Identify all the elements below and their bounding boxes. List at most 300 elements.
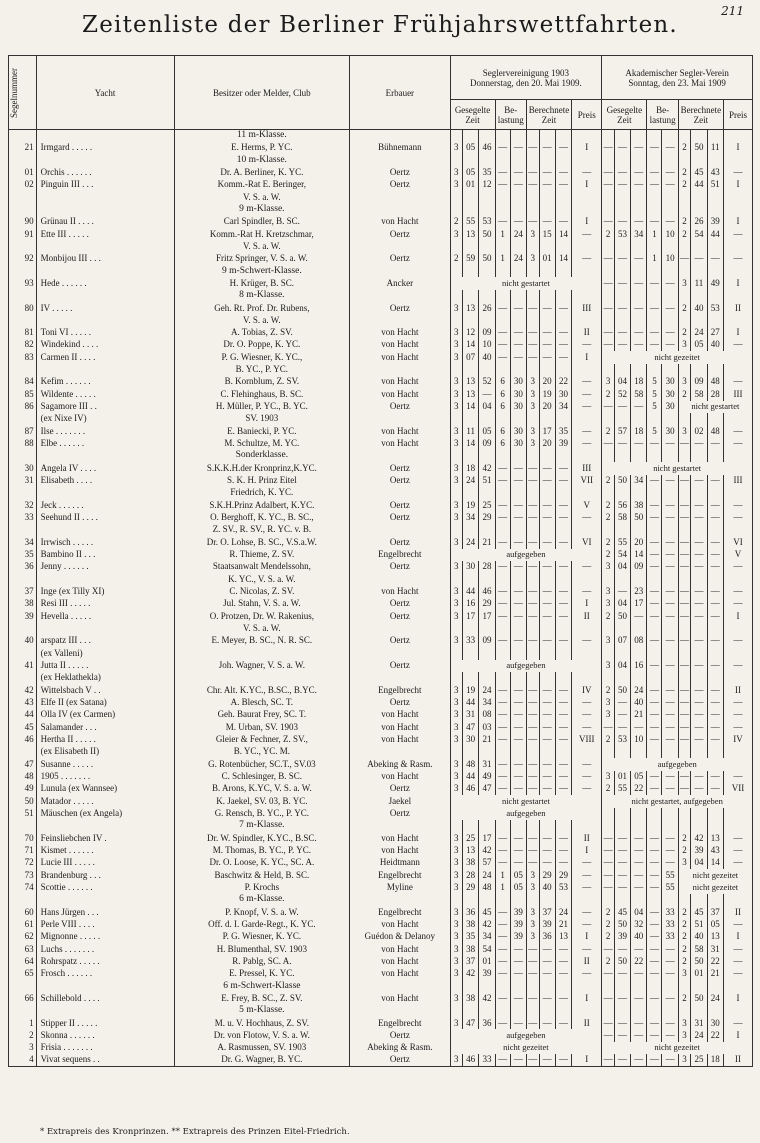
empty-cell bbox=[614, 290, 630, 302]
race-2-value: — bbox=[647, 943, 662, 955]
empty-cell bbox=[631, 808, 647, 820]
race-2-value: — bbox=[631, 438, 647, 450]
race-2-value: 50 bbox=[691, 142, 707, 154]
race-1-value: — bbox=[526, 1054, 539, 1066]
builder-cell: Engelbrecht bbox=[350, 906, 450, 918]
race-2-value: — bbox=[614, 166, 630, 178]
race-2-value: — bbox=[647, 721, 662, 733]
race-2-value: 04 bbox=[614, 598, 630, 610]
empty-cell bbox=[463, 1005, 479, 1017]
race-2-value: — bbox=[647, 561, 662, 573]
empty-cell bbox=[723, 154, 752, 166]
empty-cell bbox=[723, 191, 752, 203]
race-1-value: — bbox=[555, 610, 571, 622]
race-2-value: 3 bbox=[602, 376, 615, 388]
empty-cell bbox=[539, 746, 555, 758]
empty-cell bbox=[450, 240, 463, 252]
empty-cell bbox=[450, 154, 463, 166]
race-2-value: 45 bbox=[614, 906, 630, 918]
race-2-value: 55 bbox=[662, 869, 678, 881]
empty-cell bbox=[723, 203, 752, 215]
race-2-value: — bbox=[723, 697, 752, 709]
builder-cell bbox=[350, 290, 450, 302]
header-sail-number: Segelnummer bbox=[9, 56, 37, 130]
race-1-value: — bbox=[510, 339, 526, 351]
race-2-value: 3 bbox=[678, 857, 691, 869]
builder-cell: von Hacht bbox=[350, 771, 450, 783]
empty-cell bbox=[539, 154, 555, 166]
table-row bbox=[9, 832, 753, 844]
empty-cell bbox=[678, 130, 691, 142]
race-1-value: 1 bbox=[495, 228, 510, 240]
sail-number-cell bbox=[9, 746, 37, 758]
empty-cell bbox=[631, 290, 647, 302]
race-2-value: 58 bbox=[631, 388, 647, 400]
empty-cell bbox=[602, 203, 615, 215]
empty-cell bbox=[691, 314, 707, 326]
race-1-value: 35 bbox=[479, 166, 495, 178]
race-2-value: — bbox=[647, 635, 662, 647]
race-1-value: 3 bbox=[450, 992, 463, 1004]
empty-cell bbox=[479, 487, 495, 499]
race-2-value: — bbox=[662, 660, 678, 672]
builder-cell: von Hacht bbox=[350, 586, 450, 598]
race-1-value: — bbox=[539, 684, 555, 696]
race-2-value: — bbox=[707, 610, 723, 622]
empty-cell bbox=[707, 203, 723, 215]
race-2-value: 3 bbox=[602, 598, 615, 610]
race-1-value: — bbox=[572, 166, 602, 178]
race-2-value: I bbox=[723, 610, 752, 622]
race-1-value: 33 bbox=[479, 1054, 495, 1066]
race-2-value: — bbox=[631, 401, 647, 413]
race-2-value: — bbox=[603, 881, 613, 892]
race-2-value: — bbox=[647, 931, 662, 943]
race-1-value: — bbox=[555, 512, 571, 524]
race-1-value: 34 bbox=[479, 931, 495, 943]
race-1-value: — bbox=[528, 512, 538, 523]
continuation-row bbox=[9, 487, 753, 499]
empty-cell bbox=[526, 314, 539, 326]
owner-cell: 9 m-Klasse. bbox=[174, 203, 350, 215]
empty-cell bbox=[707, 672, 723, 684]
empty-cell bbox=[555, 203, 571, 215]
race-2-value: II bbox=[723, 1054, 752, 1066]
empty-cell bbox=[479, 573, 495, 585]
race-2-value: 2 bbox=[678, 228, 691, 240]
race-1-value: 3 bbox=[526, 931, 539, 943]
empty-cell bbox=[450, 647, 463, 659]
race-1-value: 46 bbox=[463, 1054, 479, 1066]
owner-cell bbox=[174, 647, 350, 659]
empty-cell bbox=[678, 154, 691, 166]
owner-cell: V. S. a. W. bbox=[174, 191, 350, 203]
empty-cell bbox=[647, 265, 662, 277]
empty-cell bbox=[526, 364, 539, 376]
race-2-value: — bbox=[614, 721, 630, 733]
race-2-value: I bbox=[723, 142, 752, 154]
race-1-value: — bbox=[510, 179, 526, 191]
race-1-value: — bbox=[572, 943, 602, 955]
empty-cell bbox=[723, 314, 752, 326]
race-1-value: 53 bbox=[479, 216, 495, 228]
builder-cell bbox=[350, 980, 450, 992]
race-2-value: 54 bbox=[614, 549, 630, 561]
empty-cell bbox=[647, 290, 662, 302]
race-2-value: 3 bbox=[678, 1017, 691, 1029]
race-1-value: 3 bbox=[450, 771, 463, 783]
race-1-value: — bbox=[495, 771, 510, 783]
empty-cell bbox=[678, 746, 691, 758]
empty-cell bbox=[510, 672, 526, 684]
race-1-value: — bbox=[510, 216, 526, 228]
race-2-value: — bbox=[723, 586, 752, 598]
yacht-cell: Carmen II . . . . bbox=[36, 351, 174, 363]
builder-cell bbox=[350, 820, 450, 832]
race-1-value: 29 bbox=[463, 882, 479, 894]
yacht-cell: Mignonne . . . . . bbox=[36, 931, 174, 943]
table-row bbox=[9, 795, 753, 807]
empty-cell bbox=[495, 265, 510, 277]
race-2-value: — bbox=[631, 610, 647, 622]
yacht-cell: Frisia . . . . . . . bbox=[36, 1042, 174, 1054]
empty-cell bbox=[555, 191, 571, 203]
race-1-value: — bbox=[495, 610, 510, 622]
race-1-value: 17 bbox=[479, 610, 495, 622]
empty-cell bbox=[539, 647, 555, 659]
empty-cell bbox=[602, 980, 615, 992]
empty-cell bbox=[614, 623, 630, 635]
table-row bbox=[9, 758, 753, 770]
race-2-value: 2 bbox=[602, 931, 615, 943]
race-2-value: — bbox=[662, 943, 678, 955]
race-2-value: — bbox=[647, 277, 662, 289]
race-1-value: — bbox=[528, 216, 538, 227]
builder-cell: Oertz bbox=[350, 808, 450, 820]
table-row bbox=[9, 882, 753, 894]
sail-number-cell: 49 bbox=[9, 783, 37, 795]
race-1-value: VII bbox=[572, 475, 602, 487]
empty-cell bbox=[510, 413, 526, 425]
empty-cell bbox=[450, 364, 463, 376]
race-2-value: — bbox=[603, 968, 613, 979]
table-row bbox=[9, 549, 753, 561]
race-1-value: — bbox=[539, 783, 555, 795]
race-1-value: — bbox=[528, 832, 538, 843]
empty-cell bbox=[539, 364, 555, 376]
empty-cell bbox=[614, 364, 630, 376]
empty-cell bbox=[495, 450, 510, 462]
race-2-value: 2 bbox=[678, 955, 691, 967]
builder-cell: Oertz bbox=[350, 598, 450, 610]
header-race-2 bbox=[602, 56, 753, 100]
yacht-cell: Matador . . . . . bbox=[36, 795, 174, 807]
empty-cell bbox=[614, 487, 630, 499]
race-1-value: — bbox=[539, 943, 555, 955]
empty-cell bbox=[526, 203, 539, 215]
race-1-value: — bbox=[539, 857, 555, 869]
race-2-value: 3 bbox=[602, 586, 615, 598]
sail-number-cell: 87 bbox=[9, 425, 37, 437]
race-1-value: 52 bbox=[479, 376, 495, 388]
empty-cell bbox=[662, 487, 678, 499]
empty-cell bbox=[647, 647, 662, 659]
owner-cell: H. Blumenthal, SV. 1903 bbox=[174, 943, 350, 955]
race-2-value: — bbox=[603, 142, 613, 153]
empty-cell bbox=[678, 672, 691, 684]
table-row bbox=[9, 351, 753, 363]
race-1-value: 3 bbox=[526, 401, 539, 413]
race-2-value: 24 bbox=[691, 327, 707, 339]
race-2-value: — bbox=[662, 697, 678, 709]
class-heading-row bbox=[9, 130, 753, 142]
race-2-value: 40 bbox=[691, 931, 707, 943]
race-1-value: 3 bbox=[450, 697, 463, 709]
yacht-cell bbox=[36, 130, 174, 142]
empty-cell bbox=[662, 573, 678, 585]
empty-cell bbox=[723, 524, 752, 536]
race-1-value: — bbox=[528, 166, 538, 177]
race-2-value: 2 bbox=[602, 228, 615, 240]
empty-cell bbox=[555, 573, 571, 585]
race-2-value: 30 bbox=[662, 376, 678, 388]
race-1-value: 3 bbox=[526, 919, 539, 931]
race-2-value: 30 bbox=[662, 388, 678, 400]
race-2-status: nicht gestartet bbox=[678, 401, 752, 413]
empty-cell bbox=[572, 820, 602, 832]
empty-cell bbox=[572, 450, 602, 462]
race-2-value: — bbox=[680, 770, 690, 781]
empty-cell bbox=[526, 623, 539, 635]
race-2-value: — bbox=[680, 721, 690, 732]
builder-cell: Engelbrecht bbox=[350, 549, 450, 561]
empty-cell bbox=[463, 240, 479, 252]
empty-cell bbox=[723, 265, 752, 277]
race-1-value: — bbox=[539, 968, 555, 980]
race-1-value: I bbox=[572, 351, 602, 363]
empty-cell bbox=[691, 524, 707, 536]
empty-cell bbox=[723, 672, 752, 684]
race-1-value: 14 bbox=[463, 401, 479, 413]
empty-cell bbox=[631, 980, 647, 992]
empty-cell bbox=[463, 290, 479, 302]
race-1-value: — bbox=[495, 462, 510, 474]
empty-cell bbox=[450, 290, 463, 302]
page-number: 211 bbox=[721, 4, 744, 18]
empty-cell bbox=[691, 894, 707, 906]
race-1-value: 46 bbox=[479, 142, 495, 154]
sail-number-cell: 43 bbox=[9, 697, 37, 709]
race-2-value: — bbox=[680, 253, 690, 264]
empty-cell bbox=[647, 524, 662, 536]
empty-cell bbox=[539, 191, 555, 203]
empty-cell bbox=[555, 290, 571, 302]
sail-number-cell: 47 bbox=[9, 758, 37, 770]
empty-cell bbox=[572, 154, 602, 166]
race-1-value: 40 bbox=[479, 351, 495, 363]
race-1-value: 38 bbox=[463, 992, 479, 1004]
race-1-value: — bbox=[539, 512, 555, 524]
race-1-value: — bbox=[572, 771, 602, 783]
race-1-value: — bbox=[510, 684, 526, 696]
yacht-cell: Sagamore III . . bbox=[36, 401, 174, 413]
empty-cell bbox=[526, 413, 539, 425]
race-2-value: — bbox=[614, 943, 630, 955]
empty-cell bbox=[479, 290, 495, 302]
race-2-value: — bbox=[614, 327, 630, 339]
race-2-value: — bbox=[647, 586, 662, 598]
race-2-value: — bbox=[707, 512, 723, 524]
race-1-value: — bbox=[539, 216, 555, 228]
race-2-value: — bbox=[680, 536, 690, 547]
race-1-value: 11 bbox=[463, 425, 479, 437]
empty-cell bbox=[510, 290, 526, 302]
race-2-value: — bbox=[680, 499, 690, 510]
empty-cell bbox=[526, 154, 539, 166]
race-2-value: 3 bbox=[602, 561, 615, 573]
yacht-cell: (ex Nixe IV) bbox=[36, 413, 174, 425]
sail-number-cell bbox=[9, 1005, 37, 1017]
race-1-value: 3 bbox=[450, 462, 463, 474]
race-2-value: — bbox=[631, 943, 647, 955]
race-1-value: 20 bbox=[539, 376, 555, 388]
empty-cell bbox=[662, 894, 678, 906]
race-2-value: — bbox=[631, 832, 647, 844]
race-1-value: — bbox=[572, 339, 602, 351]
race-1-value: — bbox=[495, 697, 510, 709]
race-2-value: — bbox=[662, 438, 678, 450]
race-1-value: — bbox=[495, 166, 510, 178]
race-1-value: — bbox=[539, 327, 555, 339]
empty-cell bbox=[614, 314, 630, 326]
race-1-value: — bbox=[528, 462, 538, 473]
empty-cell bbox=[510, 487, 526, 499]
race-2-value: 22 bbox=[707, 955, 723, 967]
race-1-value: 34 bbox=[479, 697, 495, 709]
sail-number-cell: 86 bbox=[9, 401, 37, 413]
race-1-value: — bbox=[555, 339, 571, 351]
race-1-value: — bbox=[539, 1017, 555, 1029]
race-1-value: 28 bbox=[479, 561, 495, 573]
sail-number-cell: 37 bbox=[9, 586, 37, 598]
empty-cell bbox=[662, 203, 678, 215]
race-2-value: 3 bbox=[678, 425, 691, 437]
race-1-value: 19 bbox=[539, 388, 555, 400]
race-1-value: 35 bbox=[463, 931, 479, 943]
race-2-status: nicht gezeitet bbox=[678, 882, 752, 894]
empty-cell bbox=[614, 265, 630, 277]
race-1-value: — bbox=[495, 302, 510, 314]
race-1-value: — bbox=[555, 536, 571, 548]
race-2-value: 30 bbox=[707, 1017, 723, 1029]
race-1-value: — bbox=[528, 758, 538, 769]
race-2-value: 21 bbox=[707, 968, 723, 980]
empty-cell bbox=[678, 1005, 691, 1017]
race-2-value: — bbox=[662, 771, 678, 783]
yacht-cell: Frosch . . . . . . bbox=[36, 968, 174, 980]
race-1-value: — bbox=[555, 857, 571, 869]
race-2-value: 22 bbox=[631, 783, 647, 795]
race-1-value: 20 bbox=[539, 438, 555, 450]
yacht-cell: Luchs . . . . . . . bbox=[36, 943, 174, 955]
race-2-value: — bbox=[691, 709, 707, 721]
race-2-value: — bbox=[662, 721, 678, 733]
empty-cell bbox=[678, 364, 691, 376]
yacht-cell: Orchis . . . . . . bbox=[36, 166, 174, 178]
table-row bbox=[9, 635, 753, 647]
race-1-value: — bbox=[495, 179, 510, 191]
builder-cell: von Hacht bbox=[350, 339, 450, 351]
empty-cell bbox=[647, 314, 662, 326]
race-1-value: — bbox=[555, 327, 571, 339]
empty-cell bbox=[555, 672, 571, 684]
race-2-value: V bbox=[723, 549, 752, 561]
race-1-value: — bbox=[572, 968, 602, 980]
builder-cell: von Hacht bbox=[350, 709, 450, 721]
empty-cell bbox=[662, 672, 678, 684]
empty-cell bbox=[495, 1005, 510, 1017]
empty-cell bbox=[631, 364, 647, 376]
empty-cell bbox=[631, 240, 647, 252]
race-1-value: I bbox=[572, 931, 602, 943]
owner-cell: E. Baniecki, P. YC. bbox=[174, 425, 350, 437]
owner-cell: P. G. Wiesner, K. YC. bbox=[174, 931, 350, 943]
race-2-value: — bbox=[647, 142, 662, 154]
race-2-value: — bbox=[647, 869, 662, 881]
race-2-value: — bbox=[603, 844, 613, 855]
empty-cell bbox=[647, 573, 662, 585]
race-2-value: — bbox=[707, 475, 723, 487]
race-1-value: — bbox=[510, 610, 526, 622]
race-1-value: 29 bbox=[539, 869, 555, 881]
race-2-value: — bbox=[723, 968, 752, 980]
class-heading-row bbox=[9, 290, 753, 302]
owner-cell: G. Rotenbücher, SC.T., SV.03 bbox=[174, 758, 350, 770]
race-2-value: — bbox=[614, 302, 630, 314]
empty-cell bbox=[539, 413, 555, 425]
race-1-value: — bbox=[495, 512, 510, 524]
race-2-value: — bbox=[647, 179, 662, 191]
yacht-cell: Resi III . . . . . bbox=[36, 598, 174, 610]
race-2-value: 2 bbox=[678, 179, 691, 191]
race-1-value: — bbox=[572, 919, 602, 931]
empty-cell bbox=[463, 450, 479, 462]
sail-number-cell bbox=[9, 820, 37, 832]
owner-cell: Sonderklasse. bbox=[174, 450, 350, 462]
race-2-value: 1 bbox=[647, 228, 662, 240]
empty-cell bbox=[539, 130, 555, 142]
owner-cell: M. u. V. Hochhaus, Z. SV. bbox=[174, 1017, 350, 1029]
empty-cell bbox=[479, 647, 495, 659]
race-2-value: — bbox=[680, 512, 690, 523]
race-1-value: I bbox=[572, 216, 602, 228]
empty-cell bbox=[647, 487, 662, 499]
builder-cell: Heidtmann bbox=[350, 857, 450, 869]
empty-cell bbox=[707, 154, 723, 166]
owner-cell: M. Schultze, M. YC. bbox=[174, 438, 350, 450]
yacht-cell bbox=[36, 524, 174, 536]
race-2-value: — bbox=[662, 635, 678, 647]
yacht-cell: (ex Heklathekla) bbox=[36, 672, 174, 684]
race-2-value: — bbox=[723, 512, 752, 524]
race-1-value: — bbox=[539, 475, 555, 487]
race-1-value: — bbox=[555, 968, 571, 980]
empty-cell bbox=[602, 746, 615, 758]
empty-cell bbox=[723, 623, 752, 635]
race-1-value: II bbox=[572, 955, 602, 967]
empty-cell bbox=[707, 647, 723, 659]
empty-cell bbox=[614, 573, 630, 585]
